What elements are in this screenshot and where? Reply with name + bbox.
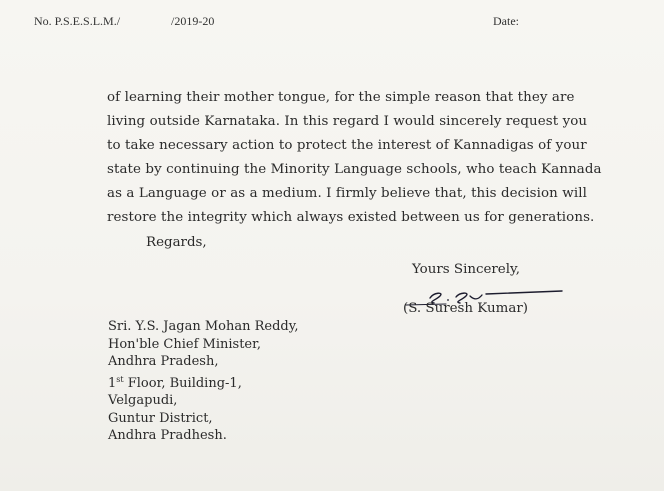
- reference-number: No. P.S.E.S.L.M./: [34, 14, 121, 28]
- reference-year: /2019-20: [171, 14, 215, 28]
- recipient-address: [108, 318, 298, 445]
- body-line: of learning their mother tongue, for the simple reason that they are: [107, 90, 575, 105]
- yours-sincerely: Yours Sincerely,: [412, 262, 521, 277]
- body-line: as a Language or as a medium. I firmly believe that, this decision will: [107, 186, 587, 201]
- recipient-state: Andhra Pradesh,: [108, 354, 219, 369]
- regards: Regards,: [146, 235, 207, 250]
- body-line: state by continuing the Minority Language schools, who teach Kannada: [107, 162, 602, 177]
- floor-rest: Floor, Building-1,: [123, 375, 242, 391]
- floor-number: 1: [108, 375, 117, 391]
- date-label: Date:: [493, 14, 519, 28]
- letter-body: [107, 86, 602, 230]
- recipient-designation: Hon'ble Chief Minister,: [108, 336, 262, 352]
- body-line: to take necessary action to protect the interest of Kannadigas of your: [107, 138, 587, 153]
- recipient-name: Sri. Y.S. Jagan Mohan Reddy,: [108, 319, 299, 334]
- floor-suffix: st: [116, 374, 124, 384]
- recipient-district: Guntur District,: [108, 410, 213, 426]
- recipient-state-line: Andhra Pradhesh.: [108, 428, 227, 443]
- body-line: restore the integrity which always existed between us for generations.: [107, 210, 595, 225]
- recipient-floor: [108, 371, 298, 393]
- body-line: living outside Karnataka. In this regard I would sincerely request you: [107, 114, 588, 129]
- signatory-name: (S. Suresh Kumar): [403, 301, 528, 316]
- recipient-locality: Velgapudi,: [108, 393, 178, 408]
